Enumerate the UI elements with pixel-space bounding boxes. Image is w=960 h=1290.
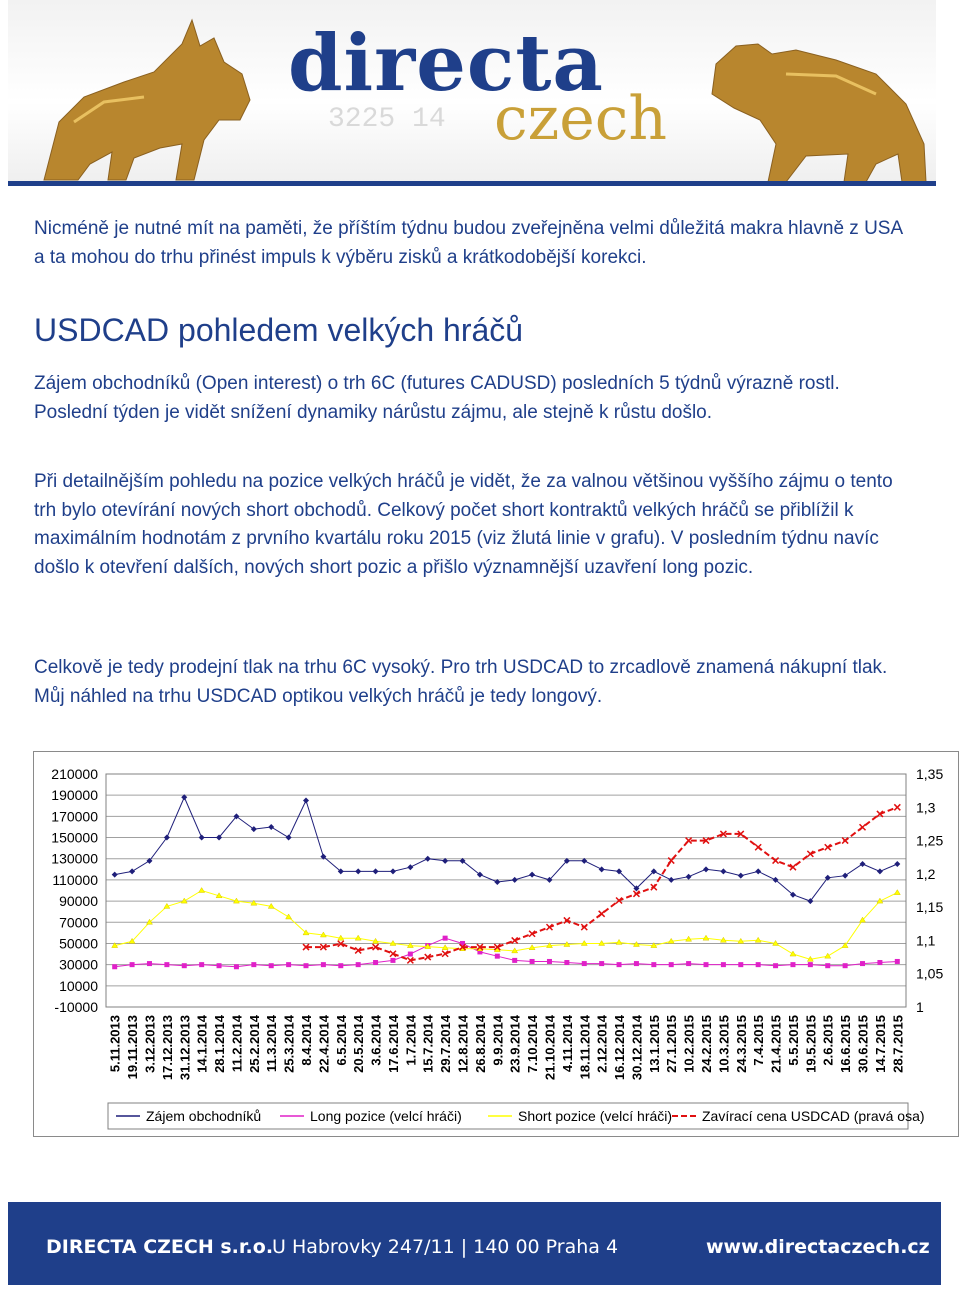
x-tick-label: 23.9.2014 bbox=[507, 1015, 523, 1073]
data-point bbox=[842, 838, 848, 844]
data-point bbox=[877, 960, 882, 965]
data-point bbox=[894, 890, 900, 895]
x-tick-label: 5.11.2013 bbox=[107, 1015, 123, 1073]
x-tick-label: 19.11.2013 bbox=[125, 1015, 141, 1080]
footer-company: DIRECTA CZECH s.r.o. bbox=[46, 1236, 274, 1258]
data-point bbox=[825, 953, 831, 958]
x-tick-label: 24.2.2015 bbox=[699, 1015, 714, 1073]
y-left-tick-label: 190000 bbox=[51, 787, 98, 804]
legend-label: Long pozice (velcí hráči) bbox=[310, 1108, 462, 1124]
y-right-tick-label: 1,2 bbox=[916, 865, 936, 882]
x-tick-label: 31.12.2013 bbox=[177, 1015, 193, 1081]
data-point bbox=[686, 874, 692, 880]
data-point bbox=[686, 961, 691, 966]
data-point bbox=[268, 824, 274, 830]
x-tick-label: 22.4.2014 bbox=[316, 1015, 332, 1073]
x-tick-label: 8.4.2014 bbox=[299, 1015, 314, 1066]
data-point bbox=[703, 935, 709, 940]
data-point bbox=[599, 961, 604, 966]
y-left-tick-label: 110000 bbox=[52, 871, 98, 888]
data-point bbox=[338, 963, 343, 968]
data-point bbox=[512, 877, 518, 883]
x-tick-label: 28.7.2015 bbox=[890, 1015, 906, 1073]
bull-logo-icon bbox=[14, 2, 274, 184]
y-left-tick-label: 50000 bbox=[59, 935, 98, 952]
y-right-tick-label: 1,3 bbox=[916, 799, 936, 816]
data-point bbox=[390, 868, 396, 874]
y-left-tick-label: 10000 bbox=[59, 977, 98, 994]
paragraph-big-players: Při detailnějším pohledu na pozice velkých hráčů je vidět, že za valnou většinou vyššího zájmu o tento trh bylo otevírání nových short obchodů. Celkový počet short kontraktů velkých hráčů se přiblížil k maximálním hodnotám z prvního kvartálu roku 2015 (viz žlutá linie v grafu). V posledním týdnu navíc došlo k otevření dalších, nových short pozic a přišlo významnější uzavření long pozic. bbox=[34, 471, 893, 578]
x-tick-label: 21.4.2015 bbox=[768, 1015, 784, 1073]
footer-web-link[interactable]: www.directaczech.cz bbox=[706, 1236, 930, 1258]
legend-label: Short pozice (velcí hráči) bbox=[518, 1108, 673, 1124]
y-left-tick-label: 150000 bbox=[51, 829, 98, 846]
x-tick-label: 5.5.2015 bbox=[785, 1015, 801, 1066]
x-tick-label: 24.3.2015 bbox=[733, 1015, 749, 1073]
y-left-tick-label: 90000 bbox=[59, 893, 98, 910]
x-tick-label: 17.6.2014 bbox=[385, 1015, 401, 1073]
data-point bbox=[355, 935, 361, 940]
x-tick-label: 3.6.2014 bbox=[368, 1015, 384, 1066]
x-tick-label: 10.2.2015 bbox=[681, 1015, 697, 1073]
y-right-tick-label: 1,05 bbox=[916, 965, 944, 982]
x-tick-label: 18.11.2014 bbox=[577, 1015, 593, 1080]
chart bbox=[33, 751, 959, 1137]
x-tick-label: 7.4.2015 bbox=[751, 1015, 767, 1066]
data-point bbox=[894, 804, 900, 810]
y-left-tick-label: 30000 bbox=[59, 956, 98, 973]
series-line bbox=[306, 807, 897, 960]
chart-svg bbox=[34, 752, 958, 1136]
x-tick-label: 21.10.2014 bbox=[542, 1015, 558, 1081]
x-tick-label: 30.6.2015 bbox=[855, 1015, 871, 1073]
data-point bbox=[390, 958, 395, 963]
data-point bbox=[668, 877, 674, 883]
x-tick-label: 27.1.2015 bbox=[664, 1015, 680, 1073]
data-point bbox=[130, 962, 135, 967]
x-tick-label: 4.11.2014 bbox=[559, 1015, 575, 1073]
header-divider bbox=[8, 181, 936, 186]
x-tick-label: 2.12.2014 bbox=[594, 1015, 610, 1073]
intro-paragraph: Nicméně je nutné mít na paměti, že příštím týdnu budou zveřejněna velmi důležitá makra hlavně z USA a ta mohou do trhu přinést impuls k výběru zisků a krátkodobější korekci. bbox=[34, 218, 903, 268]
data-point bbox=[756, 962, 761, 967]
x-tick-label: 2.6.2015 bbox=[820, 1015, 836, 1066]
x-tick-label: 11.3.2014 bbox=[264, 1015, 280, 1073]
data-point bbox=[599, 866, 605, 872]
data-point bbox=[738, 873, 744, 879]
paragraph-open-interest: Zájem obchodníků (Open interest) o trh 6C (futures CADUSD) posledních 5 týdnů výrazně rostl. Poslední týden je vidět snížení dynamiky nárůstu zájmu, ale stejně k růstu došlo. bbox=[34, 373, 840, 423]
data-point bbox=[443, 936, 448, 941]
x-tick-label: 17.12.2013 bbox=[159, 1015, 175, 1081]
section-title: USDCAD pohledem velkých hráčů bbox=[34, 312, 524, 348]
data-point bbox=[686, 838, 692, 844]
x-tick-label: 16.6.2015 bbox=[838, 1015, 854, 1073]
series-line bbox=[115, 797, 898, 901]
y-right-tick-label: 1,15 bbox=[916, 899, 944, 916]
paragraph-conclusion: Celkově je tedy prodejní tlak na trhu 6C vysoký. Pro trh USDCAD to zrcadlově znamená nákupní tlak. Můj náhled na trhu USDCAD optikou velkých hráčů je tedy longový. bbox=[34, 657, 888, 707]
x-tick-label: 26.8.2014 bbox=[472, 1015, 488, 1073]
data-point bbox=[582, 961, 587, 966]
x-tick-label: 15.7.2014 bbox=[420, 1015, 436, 1073]
data-point bbox=[269, 963, 274, 968]
data-point bbox=[755, 844, 761, 850]
data-point bbox=[286, 914, 292, 919]
y-left-tick-label: -10000 bbox=[54, 999, 98, 1015]
x-tick-label: 12.8.2014 bbox=[455, 1015, 471, 1073]
bear-logo-icon bbox=[676, 4, 936, 186]
data-point bbox=[547, 959, 552, 964]
data-point bbox=[860, 861, 866, 867]
data-point bbox=[408, 952, 413, 957]
x-tick-label: 14.1.2014 bbox=[194, 1015, 210, 1073]
legend-label: Zájem obchodníků bbox=[146, 1108, 262, 1124]
page-header bbox=[8, 0, 936, 186]
data-point bbox=[286, 962, 291, 967]
data-point bbox=[304, 963, 309, 968]
data-point bbox=[790, 951, 796, 956]
x-tick-label: 9.9.2014 bbox=[490, 1015, 506, 1066]
data-point bbox=[704, 962, 709, 967]
data-point bbox=[530, 959, 535, 964]
x-tick-label: 14.7.2015 bbox=[872, 1015, 888, 1073]
y-left-tick-label: 70000 bbox=[59, 914, 98, 931]
data-point bbox=[199, 962, 204, 967]
footer-address: U Habrovky 247/11 | 140 00 Praha 4 bbox=[272, 1236, 619, 1258]
data-point bbox=[373, 868, 379, 874]
data-point bbox=[755, 937, 761, 942]
x-tick-label: 29.7.2014 bbox=[438, 1015, 454, 1073]
data-point bbox=[512, 958, 517, 963]
x-tick-label: 1.7.2014 bbox=[403, 1015, 419, 1066]
data-point bbox=[703, 866, 709, 872]
data-point bbox=[842, 873, 848, 879]
data-point bbox=[112, 964, 117, 969]
data-point bbox=[199, 888, 205, 893]
data-point bbox=[634, 961, 639, 966]
x-tick-label: 28.1.2014 bbox=[212, 1015, 228, 1073]
plot-area bbox=[106, 774, 906, 1007]
data-point bbox=[808, 962, 813, 967]
data-point bbox=[669, 962, 674, 967]
data-point bbox=[894, 861, 900, 867]
y-left-tick-label: 170000 bbox=[51, 808, 98, 825]
page-footer bbox=[8, 1202, 941, 1285]
data-point bbox=[564, 960, 569, 965]
x-tick-label: 3.12.2013 bbox=[142, 1015, 158, 1073]
data-point bbox=[199, 835, 205, 841]
x-tick-label: 16.12.2014 bbox=[612, 1015, 628, 1081]
data-point bbox=[251, 962, 256, 967]
x-tick-label: 19.5.2015 bbox=[803, 1015, 819, 1073]
data-point bbox=[720, 868, 726, 874]
data-point bbox=[286, 835, 292, 841]
data-point bbox=[129, 868, 135, 874]
x-tick-label: 25.3.2014 bbox=[281, 1015, 297, 1073]
data-point bbox=[495, 954, 500, 959]
x-tick-label: 13.1.2015 bbox=[646, 1015, 662, 1073]
data-point bbox=[738, 962, 743, 967]
data-point bbox=[651, 962, 656, 967]
data-point bbox=[112, 872, 118, 878]
logo-text-top: directa bbox=[288, 18, 604, 109]
data-point bbox=[217, 963, 222, 968]
y-right-tick-label: 1,35 bbox=[916, 766, 944, 782]
data-point bbox=[234, 964, 239, 969]
data-point bbox=[355, 868, 361, 874]
data-point bbox=[773, 963, 778, 968]
data-point bbox=[356, 962, 361, 967]
logo-text-bottom: czech bbox=[494, 84, 667, 154]
x-tick-label: 20.5.2014 bbox=[351, 1015, 367, 1073]
x-tick-label: 11.2.2014 bbox=[229, 1015, 245, 1073]
y-right-tick-label: 1 bbox=[916, 999, 924, 1015]
data-point bbox=[407, 864, 413, 870]
data-point bbox=[616, 939, 622, 944]
data-point bbox=[182, 963, 187, 968]
data-point bbox=[860, 824, 866, 830]
data-point bbox=[581, 940, 587, 945]
x-tick-label: 6.5.2014 bbox=[333, 1015, 349, 1066]
data-point bbox=[617, 962, 622, 967]
data-point bbox=[147, 961, 152, 966]
data-point bbox=[860, 961, 865, 966]
series-line bbox=[115, 938, 898, 967]
y-right-tick-label: 1,25 bbox=[916, 832, 944, 849]
data-point bbox=[877, 868, 883, 874]
x-tick-label: 25.2.2014 bbox=[246, 1015, 262, 1073]
ticker-decoration: 3225 14 bbox=[328, 104, 446, 135]
y-left-tick-label: 210000 bbox=[51, 766, 98, 782]
data-point bbox=[303, 797, 309, 803]
data-point bbox=[164, 962, 169, 967]
y-right-tick-label: 1,1 bbox=[916, 932, 936, 949]
data-point bbox=[790, 962, 795, 967]
data-point bbox=[721, 962, 726, 967]
x-tick-label: 7.10.2014 bbox=[525, 1015, 541, 1073]
data-point bbox=[373, 960, 378, 965]
data-point bbox=[843, 963, 848, 968]
data-point bbox=[321, 962, 326, 967]
data-point bbox=[895, 959, 900, 964]
data-point bbox=[529, 872, 535, 878]
x-tick-label: 30.12.2014 bbox=[629, 1015, 645, 1081]
data-point bbox=[755, 868, 761, 874]
data-point bbox=[825, 963, 830, 968]
data-point bbox=[425, 856, 431, 862]
x-tick-label: 10.3.2015 bbox=[716, 1015, 732, 1073]
legend-label: Zavírací cena USDCAD (pravá osa) bbox=[702, 1108, 925, 1124]
y-left-tick-label: 130000 bbox=[51, 850, 98, 867]
data-point bbox=[599, 911, 605, 917]
